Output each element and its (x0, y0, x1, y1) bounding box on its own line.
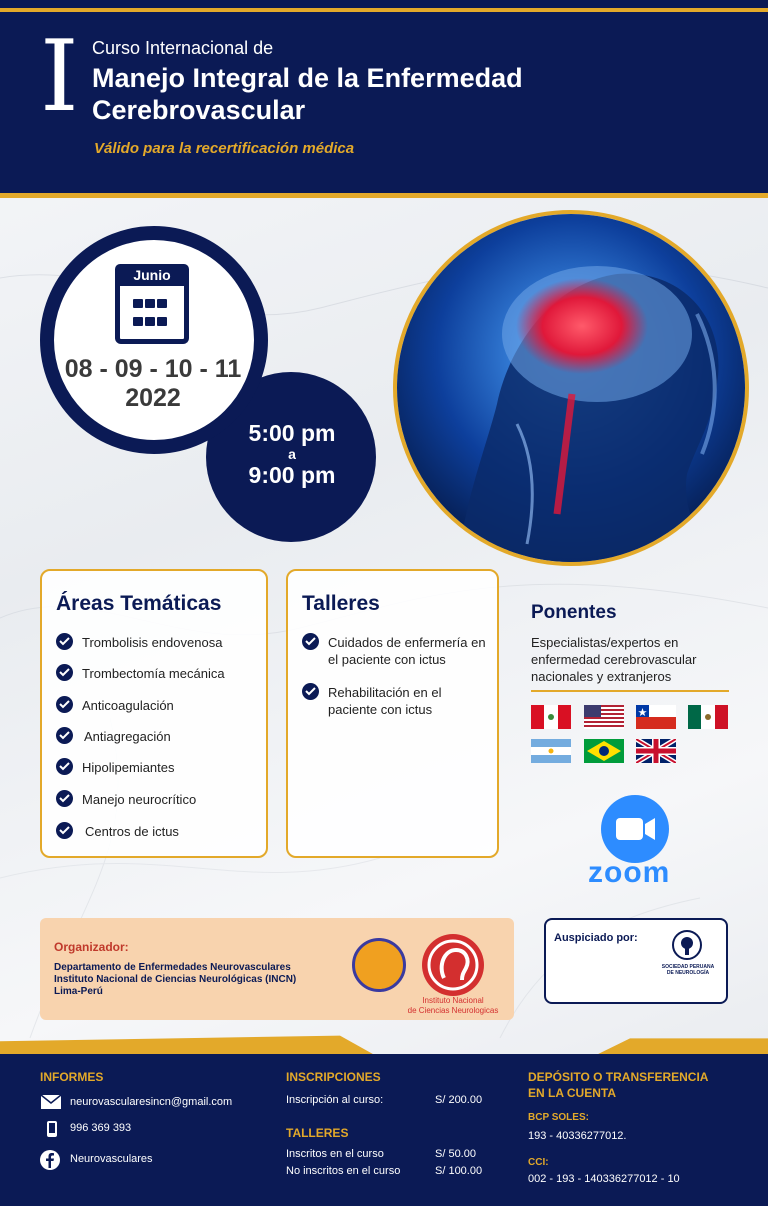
mail-icon (40, 1094, 62, 1110)
page-title: Manejo Integral de la Enfermedad Cerebrovascular (92, 63, 523, 125)
time-separator: a (288, 446, 296, 462)
check-icon (302, 683, 319, 700)
course-dates: 08 - 09 - 10 - 11 (64, 355, 242, 383)
mexico-flag (688, 705, 728, 729)
spn-label: SOCIEDAD PERUANA DE NEUROLOGÍA (661, 964, 715, 976)
area-item: Anticoagulación (82, 698, 174, 713)
inscripcion-price: S/ 200.00 (435, 1094, 483, 1106)
organizer-title: Organizador: (54, 940, 129, 954)
check-icon (302, 633, 319, 650)
area-item: Hipolipemiantes (82, 760, 175, 775)
calendar-month: Junio (115, 264, 189, 286)
sponsor-title: Auspiciado por: (554, 932, 638, 944)
check-icon (56, 758, 73, 775)
incn-label: Instituto Nacional de Ciencias Neurologicas (407, 996, 499, 1015)
zoom-logo-text: zoom (588, 856, 671, 889)
course-year: 2022 (125, 384, 181, 412)
check-icon (56, 790, 73, 807)
area-item: Antiagregación (84, 729, 171, 744)
ponentes-title: Ponentes (531, 602, 617, 623)
no-inscritos-price: S/ 100.00 (435, 1165, 483, 1177)
check-icon (56, 727, 73, 744)
bcp-number: 193 - 40336277012. (528, 1130, 627, 1142)
footer-talleres-title: TALLERES (286, 1126, 349, 1140)
taller-item: Cuidados de enfermería en el paciente con ictus (328, 635, 486, 667)
brazil-flag (584, 739, 624, 763)
calendar-icon (115, 264, 189, 344)
spn-logo (672, 930, 702, 960)
start-time: 5:00 pm (248, 420, 336, 446)
chile-flag (636, 705, 676, 729)
organizer-line: Instituto Nacional de Ciencias Neurológicas (INCN) (54, 974, 297, 985)
check-icon (56, 664, 73, 681)
brain-illustration (393, 210, 749, 566)
deposito-title-2: EN LA CUENTA (528, 1086, 616, 1100)
usa-flag (584, 705, 624, 729)
contact-email[interactable]: neurovascularesincn@gmail.com (70, 1096, 233, 1108)
contact-facebook[interactable]: Neurovasculares (70, 1153, 153, 1165)
uk-flag (636, 739, 676, 763)
edition-numeral: I (40, 20, 79, 134)
argentina-flag (531, 739, 571, 763)
areas-title: Áreas Temáticas (56, 592, 222, 615)
deposito-title: DEPÓSITO O TRANSFERENCIA (528, 1070, 709, 1084)
inscripcion-label: Inscripción al curso: (286, 1094, 384, 1106)
recertification-note: Válido para la recertificación médica (94, 140, 355, 157)
check-icon (56, 696, 73, 713)
area-item: Manejo neurocrítico (82, 792, 197, 807)
peru-flag (531, 705, 571, 729)
ponentes-divider (531, 690, 729, 692)
bcp-label: BCP SOLES: (528, 1112, 589, 1123)
inscritos-label: Inscritos en el curso (286, 1148, 384, 1160)
organizer-line: Departamento de Enfermedades Neurovasculares (54, 962, 291, 973)
taller-item: Rehabilitación en el paciente con ictus (328, 685, 442, 717)
facebook-icon (40, 1150, 60, 1170)
informes-title: INFORMES (40, 1070, 104, 1084)
cci-label: CCI: (528, 1157, 549, 1168)
header-top-line (0, 8, 768, 12)
no-inscritos-label: No inscritos en el curso (286, 1165, 401, 1177)
cci-number: 002 - 193 - 140336277012 - 10 (528, 1173, 680, 1185)
sponsor-box (544, 918, 728, 1004)
end-time: 9:00 pm (248, 462, 336, 488)
inscritos-price: S/ 50.00 (435, 1148, 476, 1160)
phone-icon (46, 1120, 58, 1138)
nursing-seal-logo (352, 938, 406, 992)
inscripciones-title: INSCRIPCIONES (286, 1070, 381, 1084)
check-icon (56, 633, 73, 650)
talleres-title: Talleres (302, 592, 380, 615)
check-icon (56, 822, 73, 839)
header-bottom-line (0, 193, 768, 198)
header-subtitle: Curso Internacional de (92, 38, 274, 58)
area-item: Trombolisis endovenosa (82, 635, 223, 650)
organizer-line: Lima-Perú (54, 986, 103, 997)
area-item: Centros de ictus (85, 824, 179, 839)
contact-phone[interactable]: 996 369 393 (70, 1122, 132, 1134)
ponentes-description: Especialistas/expertos en enfermedad cerebrovascular nacionales y extranjeros (531, 635, 697, 684)
zoom-icon (601, 795, 669, 863)
incn-logo (422, 934, 484, 996)
area-item: Trombectomía mecánica (82, 666, 225, 681)
